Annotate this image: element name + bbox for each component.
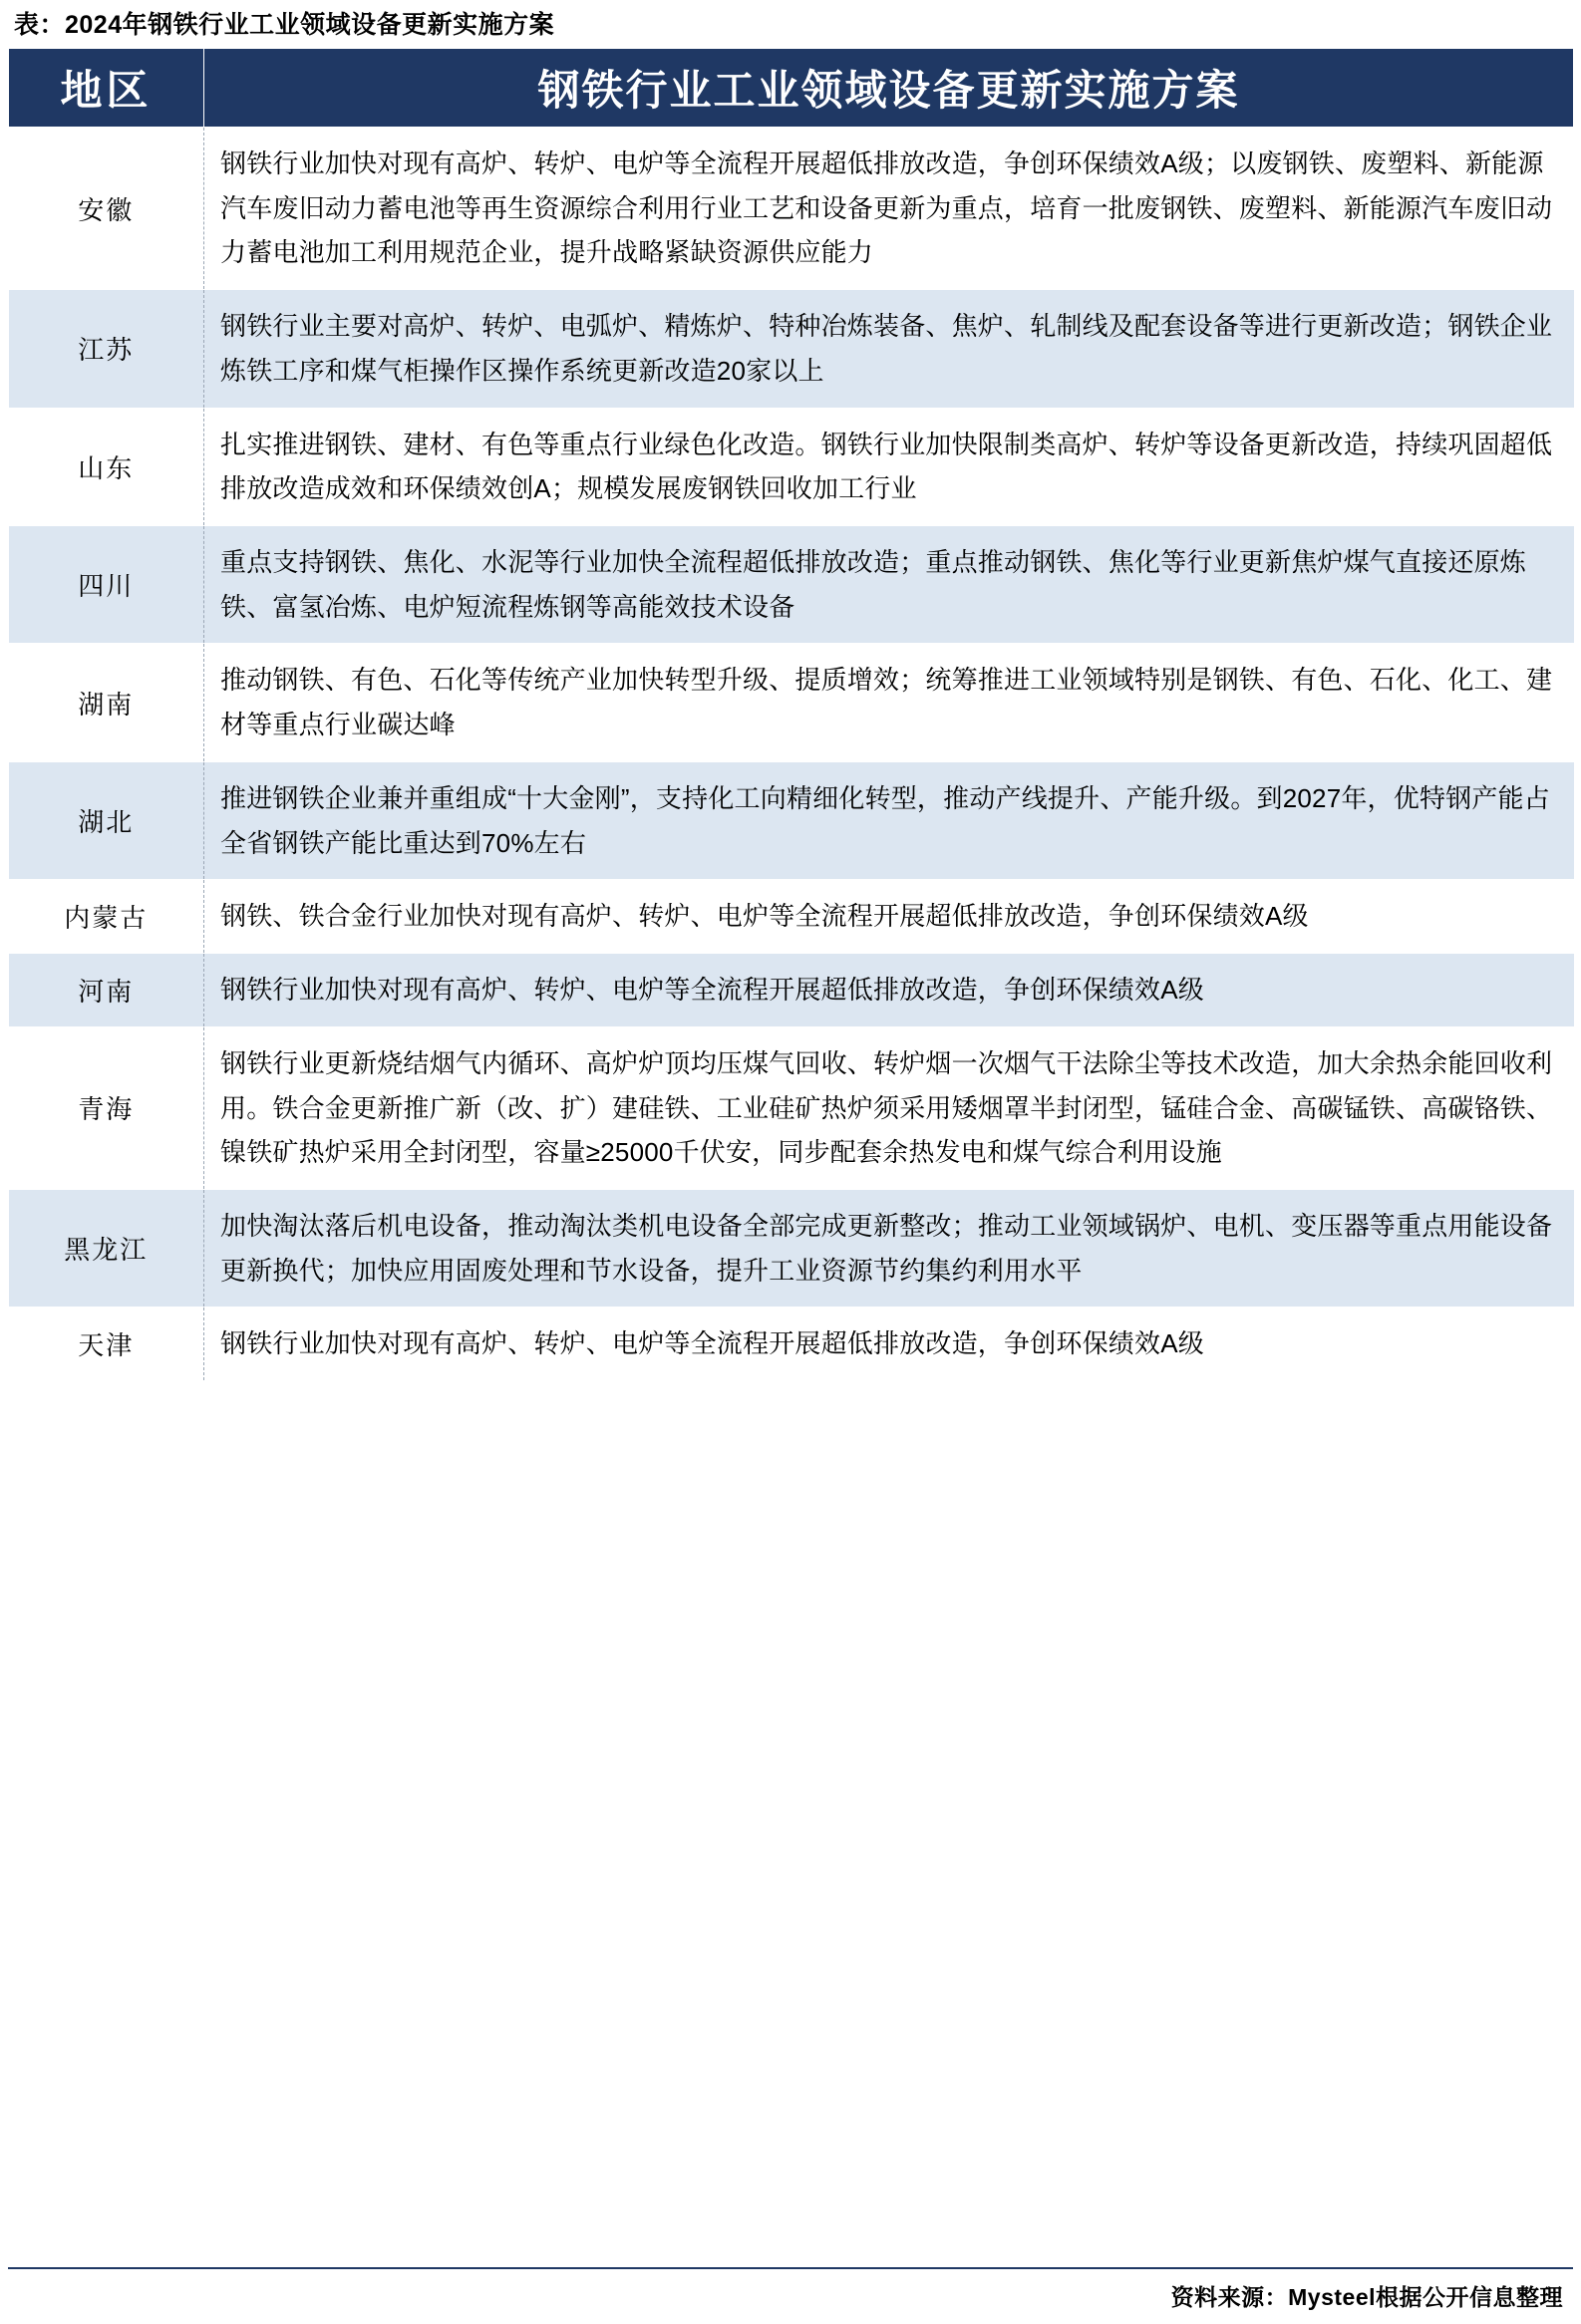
cell-region: 湖北 bbox=[9, 761, 204, 879]
cell-content: 推动钢铁、有色、石化等传统产业加快转型升级、提质增效；统筹推进工业领域特别是钢铁、有色、石化、化工、建材等重点行业碳达峰 bbox=[204, 644, 1574, 761]
cell-content: 钢铁行业加快对现有高炉、转炉、电炉等全流程开展超低排放改造，争创环保绩效A级 bbox=[204, 954, 1574, 1027]
cell-content: 钢铁行业更新烧结烟气内循环、高炉炉顶均压煤气回收、转炉烟一次烟气干法除尘等技术改造，加大余热余能回收利用。铁合金更新推广新（改、扩）建硅铁、工业硅矿热炉须采用矮烟罩半封闭型，锰硅合金、高碳锰铁、高碳铬铁、镍铁矿热炉采用全封闭型，容量≥25000千伏安，同步配套余热发电和煤气综合利用设施 bbox=[204, 1026, 1574, 1189]
table-row bbox=[9, 880, 1574, 954]
cell-region: 湖南 bbox=[9, 644, 204, 761]
table-body bbox=[9, 128, 1574, 1381]
table-footer bbox=[0, 2267, 1581, 2324]
cell-region: 天津 bbox=[9, 1307, 204, 1381]
cell-content: 钢铁行业加快对现有高炉、转炉、电炉等全流程开展超低排放改造，争创环保绩效A级；以废钢铁、废塑料、新能源汽车废旧动力蓄电池等再生资源综合利用行业工艺和设备更新为重点，培育一批废钢铁、废塑料、新能源汽车废旧动力蓄电池加工利用规范企业，提升战略紧缺资源供应能力 bbox=[204, 128, 1574, 290]
equipment-update-table bbox=[8, 48, 1574, 1381]
table-row bbox=[9, 644, 1574, 761]
table-row bbox=[9, 954, 1574, 1027]
cell-region: 江苏 bbox=[9, 290, 204, 408]
cell-region: 安徽 bbox=[9, 128, 204, 290]
cell-content: 推进钢铁企业兼并重组成“十大金刚”，支持化工向精细化转型，推动产线提升、产能升级。到2027年，优特钢产能占全省钢铁产能比重达到70%左右 bbox=[204, 761, 1574, 879]
table-row bbox=[9, 526, 1574, 644]
source-note: 资料来源：Mysteel根据公开信息整理 bbox=[1170, 2284, 1563, 2310]
table-header-row bbox=[9, 49, 1574, 128]
table-caption: 表：2024年钢铁行业工业领域设备更新实施方案 bbox=[14, 11, 555, 39]
table-row bbox=[9, 1307, 1574, 1381]
cell-region: 四川 bbox=[9, 526, 204, 644]
cell-region: 河南 bbox=[9, 954, 204, 1027]
table-row bbox=[9, 408, 1574, 525]
column-header-region: 地区 bbox=[9, 49, 204, 128]
cell-content: 钢铁行业加快对现有高炉、转炉、电炉等全流程开展超低排放改造，争创环保绩效A级 bbox=[204, 1307, 1574, 1381]
cell-content: 扎实推进钢铁、建材、有色等重点行业绿色化改造。钢铁行业加快限制类高炉、转炉等设备更新改造，持续巩固超低排放改造成效和环保绩效创A；规模发展废钢铁回收加工行业 bbox=[204, 408, 1574, 525]
table-row bbox=[9, 290, 1574, 408]
table-row bbox=[9, 761, 1574, 879]
cell-region: 黑龙江 bbox=[9, 1189, 204, 1307]
cell-region: 青海 bbox=[9, 1026, 204, 1189]
table-row bbox=[9, 1026, 1574, 1189]
cell-content: 钢铁、铁合金行业加快对现有高炉、转炉、电炉等全流程开展超低排放改造，争创环保绩效A级 bbox=[204, 880, 1574, 954]
table-header bbox=[9, 49, 1574, 128]
cell-content: 加快淘汰落后机电设备，推动淘汰类机电设备全部完成更新整改；推动工业领域锅炉、电机、变压器等重点用能设备更新换代；加快应用固废处理和节水设备，提升工业资源节约集约利用水平 bbox=[204, 1189, 1574, 1307]
column-header-plan: 钢铁行业工业领域设备更新实施方案 bbox=[204, 49, 1574, 128]
cell-content: 钢铁行业主要对高炉、转炉、电弧炉、精炼炉、特种冶炼装备、焦炉、轧制线及配套设备等进行更新改造；钢铁企业炼铁工序和煤气柜操作区操作系统更新改造20家以上 bbox=[204, 290, 1574, 408]
cell-content: 重点支持钢铁、焦化、水泥等行业加快全流程超低排放改造；重点推动钢铁、焦化等行业更新焦炉煤气直接还原炼铁、富氢冶炼、电炉短流程炼钢等高能效技术设备 bbox=[204, 526, 1574, 644]
table-row bbox=[9, 1189, 1574, 1307]
table-row bbox=[9, 128, 1574, 290]
cell-region: 内蒙古 bbox=[9, 880, 204, 954]
cell-region: 山东 bbox=[9, 408, 204, 525]
